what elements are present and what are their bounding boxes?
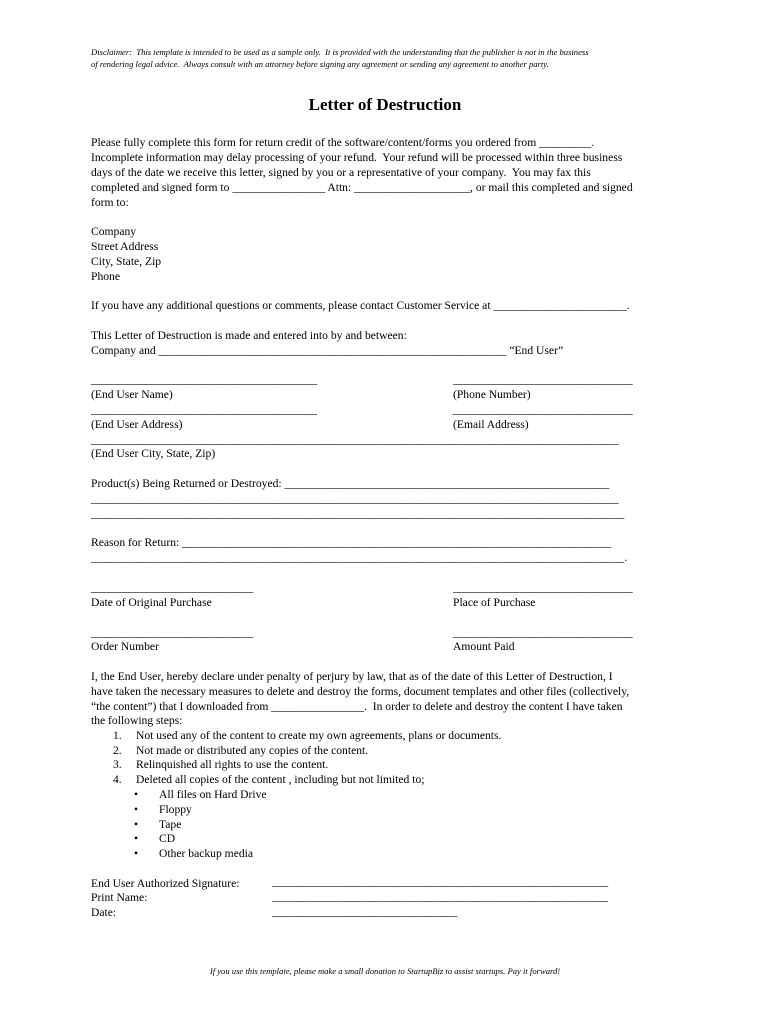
blank-line-date-of-purchase[interactable]: ____________________________ bbox=[91, 581, 254, 594]
contact-line: If you have any additional questions or comments, please contact Customer Service at _______________________. bbox=[91, 299, 630, 312]
label-end-user-address: (End User Address) bbox=[91, 418, 183, 431]
step-text: Relinquished all rights to use the content. bbox=[136, 758, 329, 771]
address-city: City, State, Zip bbox=[91, 255, 162, 268]
page-title: Letter of Destruction bbox=[308, 95, 462, 114]
label-end-user-name: (End User Name) bbox=[91, 388, 173, 401]
disclaimer-line-1: Disclaimer: This template is intended to be used as a sample only. It is provided with the understanding that the publisher is not in the business bbox=[91, 47, 589, 57]
bullet-icon: • bbox=[134, 803, 139, 816]
signature-line[interactable]: __________________________________________________________ bbox=[272, 875, 609, 888]
bullet-icon: • bbox=[134, 832, 139, 845]
declaration-line-2: have taken the necessary measures to delete and destroy the forms, document templates and other files (collectively, bbox=[91, 685, 630, 698]
intro-line-2: Incomplete information may delay processing of your refund. Your refund will be processed within three business bbox=[91, 151, 623, 164]
label-place-of-purchase: Place of Purchase bbox=[453, 596, 536, 609]
media-item: Floppy bbox=[159, 803, 192, 816]
media-item: Tape bbox=[159, 818, 182, 831]
blank-line-phone-number[interactable]: _______________________________ bbox=[453, 373, 633, 386]
intro-line-3: days of the date we receive this letter, signed by you or a representative of your company. You may fax this bbox=[91, 166, 591, 179]
declaration-line-3: “the content”) that I downloaded from ________________. In order to delete and destroy the content I have taken bbox=[91, 700, 623, 713]
reason-line-2: ____________________________________________________________________________________________. bbox=[91, 551, 628, 564]
blank-line-products-2[interactable]: ___________________________________________________________________________________________ bbox=[91, 492, 619, 505]
intro-line-1: Please fully complete this form for return credit of the software/content/forms you ordered from _________. bbox=[91, 136, 595, 149]
bullet-icon: • bbox=[134, 818, 139, 831]
address-company: Company bbox=[91, 225, 137, 238]
bullet-icon: • bbox=[134, 847, 139, 860]
address-street: Street Address bbox=[91, 240, 159, 253]
step-text: Not used any of the content to create my own agreements, plans or documents. bbox=[136, 729, 502, 742]
media-item: Other backup media bbox=[159, 847, 254, 860]
step-text: Not made or distributed any copies of the content. bbox=[136, 744, 369, 757]
blank-line-email-address[interactable]: _______________________________ bbox=[453, 403, 633, 416]
intro-line-4: completed and signed form to ________________ Attn: ____________________, or mail this completed and signed bbox=[91, 181, 633, 194]
label-email-address: (Email Address) bbox=[453, 418, 529, 431]
step-text: Deleted all copies of the content , including but not limited to; bbox=[136, 773, 425, 786]
step-number: 3. bbox=[113, 758, 122, 771]
step-number: 4. bbox=[113, 773, 122, 786]
intro-line-5: form to: bbox=[91, 196, 129, 209]
label-phone-number: (Phone Number) bbox=[453, 388, 531, 401]
address-phone: Phone bbox=[91, 270, 120, 283]
products-label: Product(s) Being Returned or Destroyed: ________________________________________________________ bbox=[91, 477, 610, 490]
media-item: CD bbox=[159, 832, 176, 845]
print-name-label: Print Name: bbox=[91, 891, 148, 904]
footer-note: If you use this template, please make a small donation to StartupBiz to assist startups. Pay it forward! bbox=[209, 966, 561, 976]
label-end-user-city: (End User City, State, Zip) bbox=[91, 447, 216, 460]
declaration-line-4: the following steps: bbox=[91, 714, 183, 727]
label-date-of-purchase: Date of Original Purchase bbox=[91, 596, 212, 609]
label-order-number: Order Number bbox=[91, 640, 159, 653]
date-label: Date: bbox=[91, 906, 117, 919]
print-name-line[interactable]: __________________________________________________________ bbox=[272, 890, 609, 903]
media-item: All files on Hard Drive bbox=[159, 788, 267, 801]
agreement-line-1: This Letter of Destruction is made and entered into by and between: bbox=[91, 329, 407, 342]
agreement-line-2: Company and ____________________________________________________________ “End User” bbox=[91, 344, 564, 357]
blank-line-end-user-address[interactable]: _______________________________________ bbox=[91, 403, 318, 416]
reason-label: Reason for Return: __________________________________________________________________________ bbox=[91, 536, 612, 549]
step-number: 1. bbox=[113, 729, 122, 742]
disclaimer-line-2: of rendering legal advice. Always consult with an attorney before signing any agreement or sending any agreement to another party. bbox=[91, 59, 549, 69]
blank-line-amount-paid[interactable]: _______________________________ bbox=[453, 626, 633, 639]
label-amount-paid: Amount Paid bbox=[453, 640, 515, 653]
signature-label: End User Authorized Signature: bbox=[91, 877, 240, 890]
declaration-line-1: I, the End User, hereby declare under penalty of perjury by law, that as of the date of this Letter of Destruction, I bbox=[91, 670, 613, 683]
date-line[interactable]: ________________________________ bbox=[272, 905, 458, 918]
step-number: 2. bbox=[113, 744, 122, 757]
blank-line-order-number[interactable]: ____________________________ bbox=[91, 626, 254, 639]
blank-line-place-of-purchase[interactable]: _______________________________ bbox=[453, 581, 633, 594]
blank-line-products-3[interactable]: ____________________________________________________________________________________________ bbox=[91, 507, 625, 520]
blank-line-end-user-city[interactable]: ___________________________________________________________________________________________ bbox=[91, 433, 619, 446]
bullet-icon: • bbox=[134, 788, 139, 801]
blank-line-end-user-name[interactable]: _______________________________________ bbox=[91, 373, 318, 386]
